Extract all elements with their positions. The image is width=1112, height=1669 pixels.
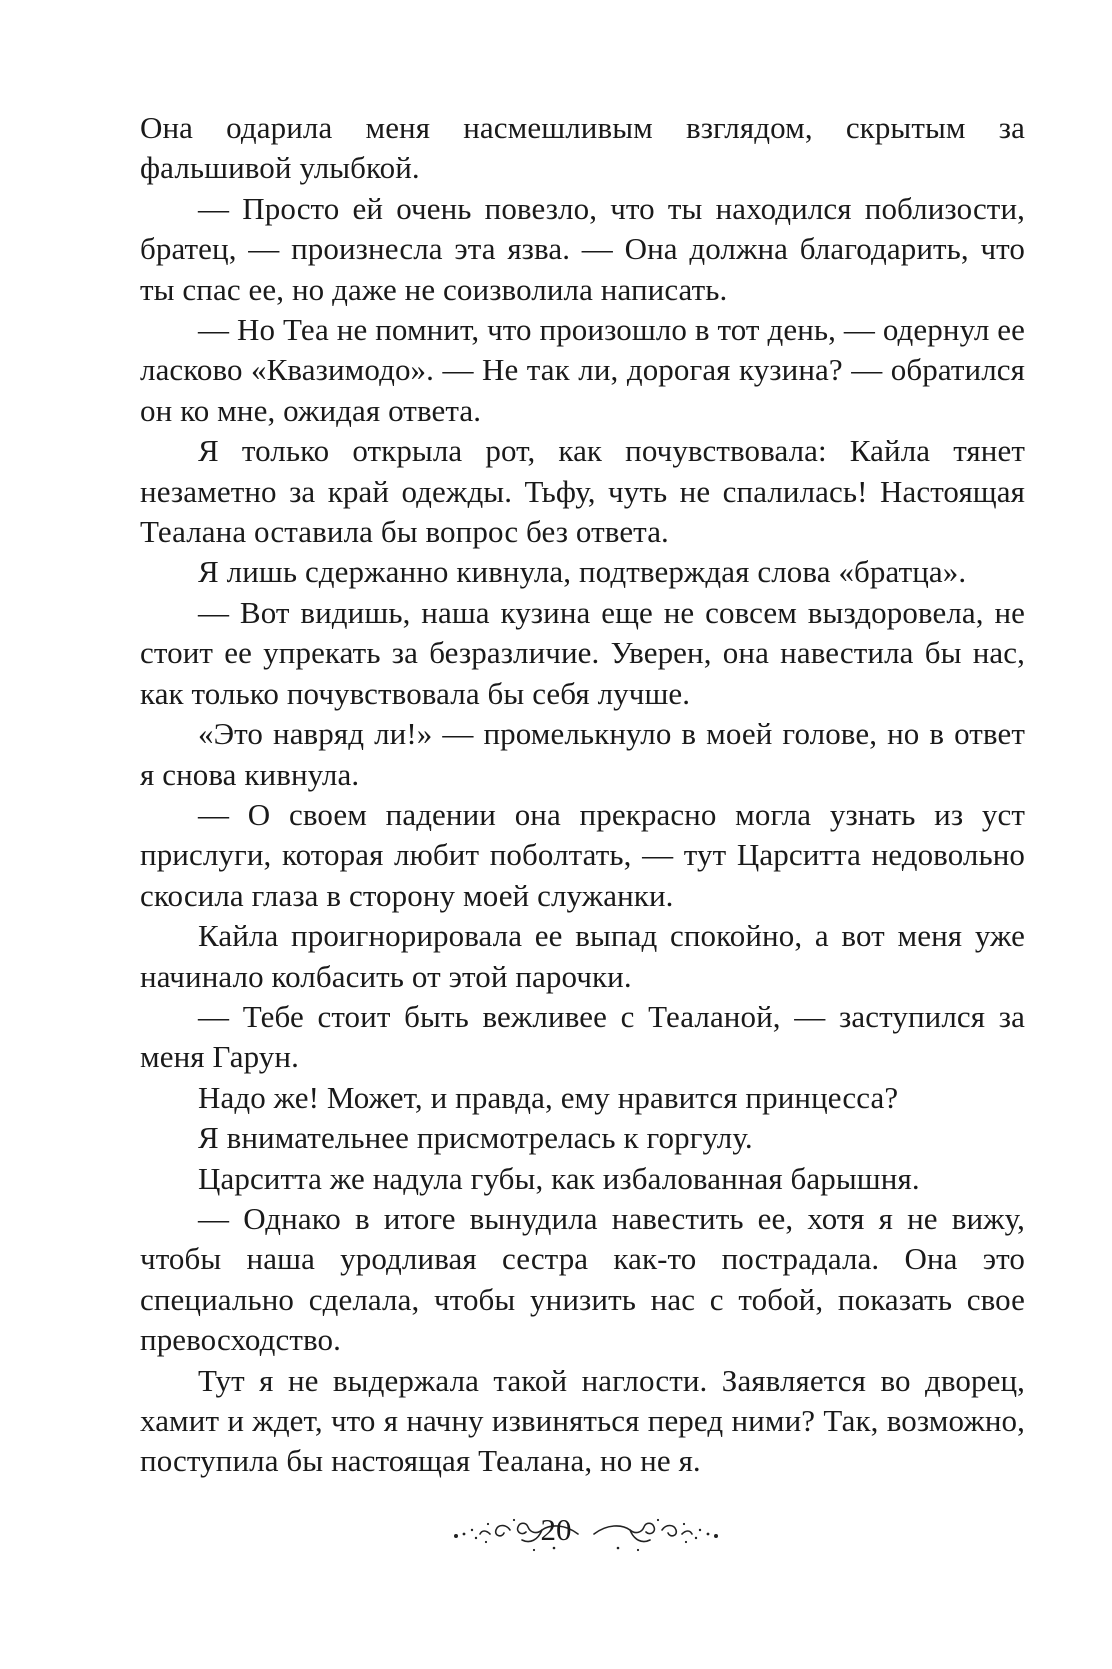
paragraph-13: Царситта же надула губы, как избалованная барышня. <box>198 1160 920 1196</box>
paragraph-6: — Вот видишь, наша кузина еще не совсем выздоровела, не стоит ее упрекать за безразличие. Уверен, она навестила бы нас, как только почувствовала бы себя лучше. <box>140 594 1025 711</box>
paragraph-15: Тут я не выдержала такой наглости. Заявляется во дворец, хамит и ждет, что я начну извиняться перед ними? Так, возможно, поступила бы настоящая Теалана, но не я. <box>140 1362 1025 1479</box>
paragraph-12: Я внимательнее присмотрелась к горгулу. <box>198 1120 753 1156</box>
paragraph-5: Я лишь сдержанно кивнула, подтверждая слова «братца». <box>198 554 967 590</box>
paragraph-11: Надо же! Может, и правда, ему нравится принцесса? <box>198 1079 899 1115</box>
paragraph-2: — Просто ей очень повезло, что ты находился поблизости, братец, — произнесла эта язва. — Она должна благодарить, что ты спас ее, но даже не соизволила написать. <box>140 190 1025 307</box>
paragraph-8: — О своем падении она прекрасно могла узнать из уст прислуги, которая любит поболтать, — тут Царситта недовольно скосила глаза в сторону моей служанки. <box>140 796 1025 913</box>
ornament-right-icon <box>592 1510 722 1560</box>
body-text <box>140 108 1025 1482</box>
paragraph-3: — Но Теа не помнит, что произошло в тот день, — одернул ее ласково «Квазимодо». — Не так ли, дорогая кузина? — обратился он ко мне, ожидая ответа. <box>140 312 1025 428</box>
paragraph-7: «Это навряд ли!» — промелькнуло в моей голове, но в ответ я снова кивнула. <box>140 716 1025 792</box>
paragraph-9: Кайла проигнорировала ее выпад спокойно, а вот меня уже начинало колбасить от этой парочки. <box>140 918 1025 994</box>
paragraph-1: Она одарила меня насмешливым взглядом, скрытым за фальшивой улыбкой. <box>140 110 1025 186</box>
page-number: 20 <box>540 1512 572 1547</box>
paragraph-14: — Однако в итоге вынудила навестить ее, хотя я не вижу, чтобы наша уродливая сестра как-то пострадала. Она это специально сделала, чтобы унизить нас с тобой, показать свое превосходство. <box>140 1200 1025 1358</box>
paragraph-10: — Тебе стоит быть вежливее с Теаланой, — заступился за меня Гарун. <box>140 998 1025 1075</box>
paragraph-4: Я только открыла рот, как почувствовала: Кайла тянет незаметно за край одежды. Тьфу, чуть не спалилась! Настоящая Теалана оставила бы вопрос без ответа. <box>140 433 1025 550</box>
